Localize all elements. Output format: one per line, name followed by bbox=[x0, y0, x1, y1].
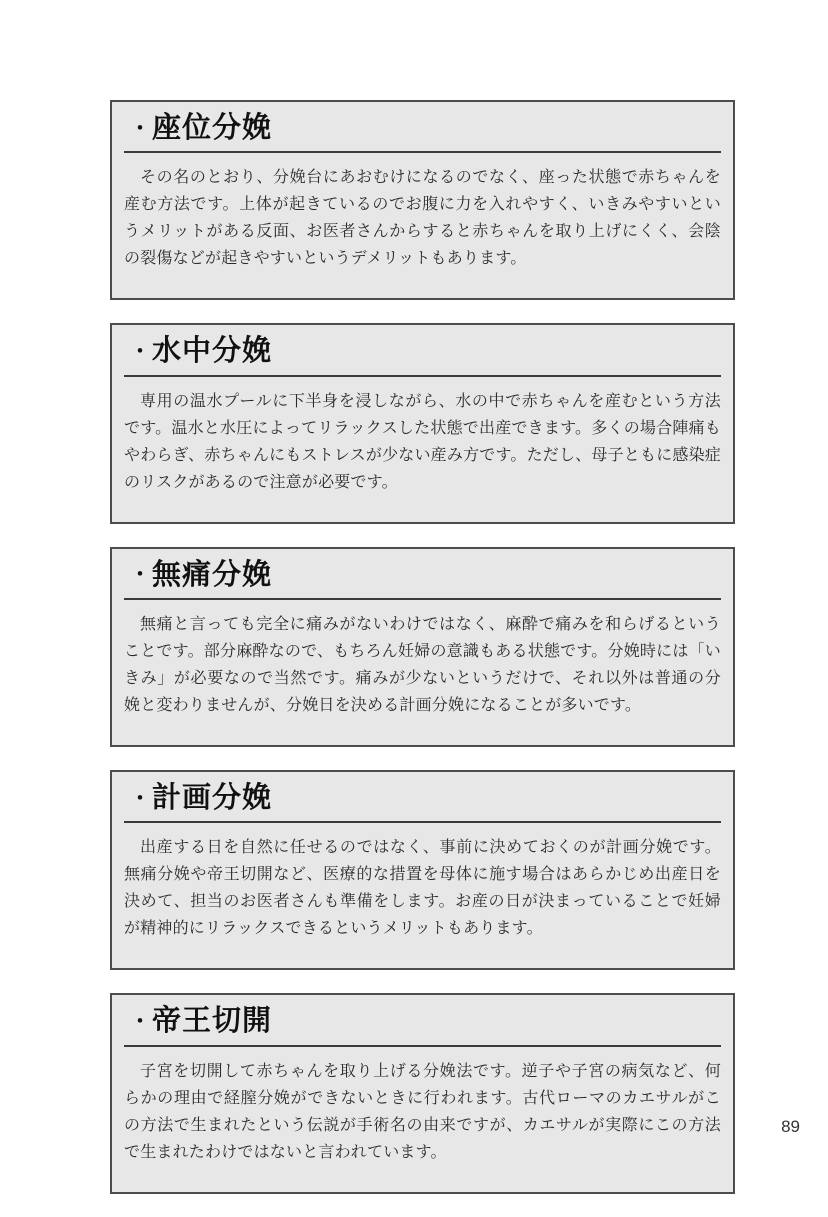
section-title: 計画分娩 bbox=[152, 782, 273, 815]
section-heading bbox=[124, 333, 721, 368]
section-body: 無痛と言っても完全に痛みがないわけではなく、麻酔で痛みを和らげるということです。部分麻酔なので、もちろん妊婦の意識もある状態です。分娩時には「いきみ」が必要なので当然です。痛みが少ないというだけで、それ以外は普通の分娩と変わりませんが、分娩日を決める計画分娩になることが多いです。 bbox=[124, 616, 721, 715]
bullet-icon: ・ bbox=[130, 787, 150, 810]
section-body: 子宮を切開して赤ちゃんを取り上げる分娩法です。逆子や子宮の病気など、何らかの理由で経膣分娩ができないときに行われます。古代ローマのカエサルがこの方法で生まれたという伝説が手術名の由来ですが、カエサルが実際にこの方法で生まれたわけではないと言われています。 bbox=[124, 1062, 721, 1161]
heading-divider bbox=[124, 375, 721, 377]
bullet-icon: ・ bbox=[130, 1011, 150, 1034]
section-box-teiou-sekkai bbox=[110, 993, 735, 1193]
section-heading bbox=[124, 1003, 721, 1038]
section-heading bbox=[124, 110, 721, 145]
section-box-mutsuu-bunben bbox=[110, 547, 735, 747]
section-heading bbox=[124, 557, 721, 592]
bullet-icon: ・ bbox=[130, 117, 150, 140]
section-body: 出産する日を自然に任せるのではなく、事前に決めておくのが計画分娩です。無痛分娩や帝王切開など、医療的な措置を母体に施す場合はあらかじめ出産日を決めて、担当のお医者さんも準備をします。お産の日が決まっていることで妊婦が精神的にリラックスできるというメリットもあります。 bbox=[124, 839, 721, 938]
section-title: 帝王切開 bbox=[152, 1005, 273, 1038]
section-title: 無痛分娩 bbox=[152, 558, 273, 591]
section-box-zaii-bunben bbox=[110, 100, 735, 300]
section-box-suichuu-bunben bbox=[110, 323, 735, 523]
section-heading bbox=[124, 780, 721, 815]
section-body: その名のとおり、分娩台にあおむけになるのでなく、座った状態で赤ちゃんを産む方法です。上体が起きているのでお腹に力を入れやすく、いきみやすいというメリットがある反面、お医者さんからすると赤ちゃんを取り上げにくく、会陰の裂傷などが起きやすいというデメリットもあります。 bbox=[124, 169, 721, 268]
section-body: 専用の温水プールに下半身を浸しながら、水の中で赤ちゃんを産むという方法です。温水と水圧によってリラックスした状態で出産できます。多くの場合陣痛もやわらぎ、赤ちゃんにもストレスが少ない産み方です。ただし、母子ともに感染症のリスクがあるので注意が必要です。 bbox=[124, 392, 722, 491]
section-title: 座位分娩 bbox=[152, 112, 273, 144]
bullet-icon: ・ bbox=[130, 341, 150, 364]
heading-divider bbox=[124, 151, 721, 153]
section-title: 水中分娩 bbox=[152, 335, 273, 368]
section-box-keikaku-bunben bbox=[110, 770, 735, 970]
heading-divider bbox=[124, 821, 721, 823]
bullet-icon: ・ bbox=[130, 564, 150, 587]
heading-divider bbox=[124, 598, 721, 600]
page-number: 89 bbox=[781, 1117, 800, 1136]
heading-divider bbox=[124, 1045, 721, 1047]
page-content bbox=[110, 100, 735, 1217]
